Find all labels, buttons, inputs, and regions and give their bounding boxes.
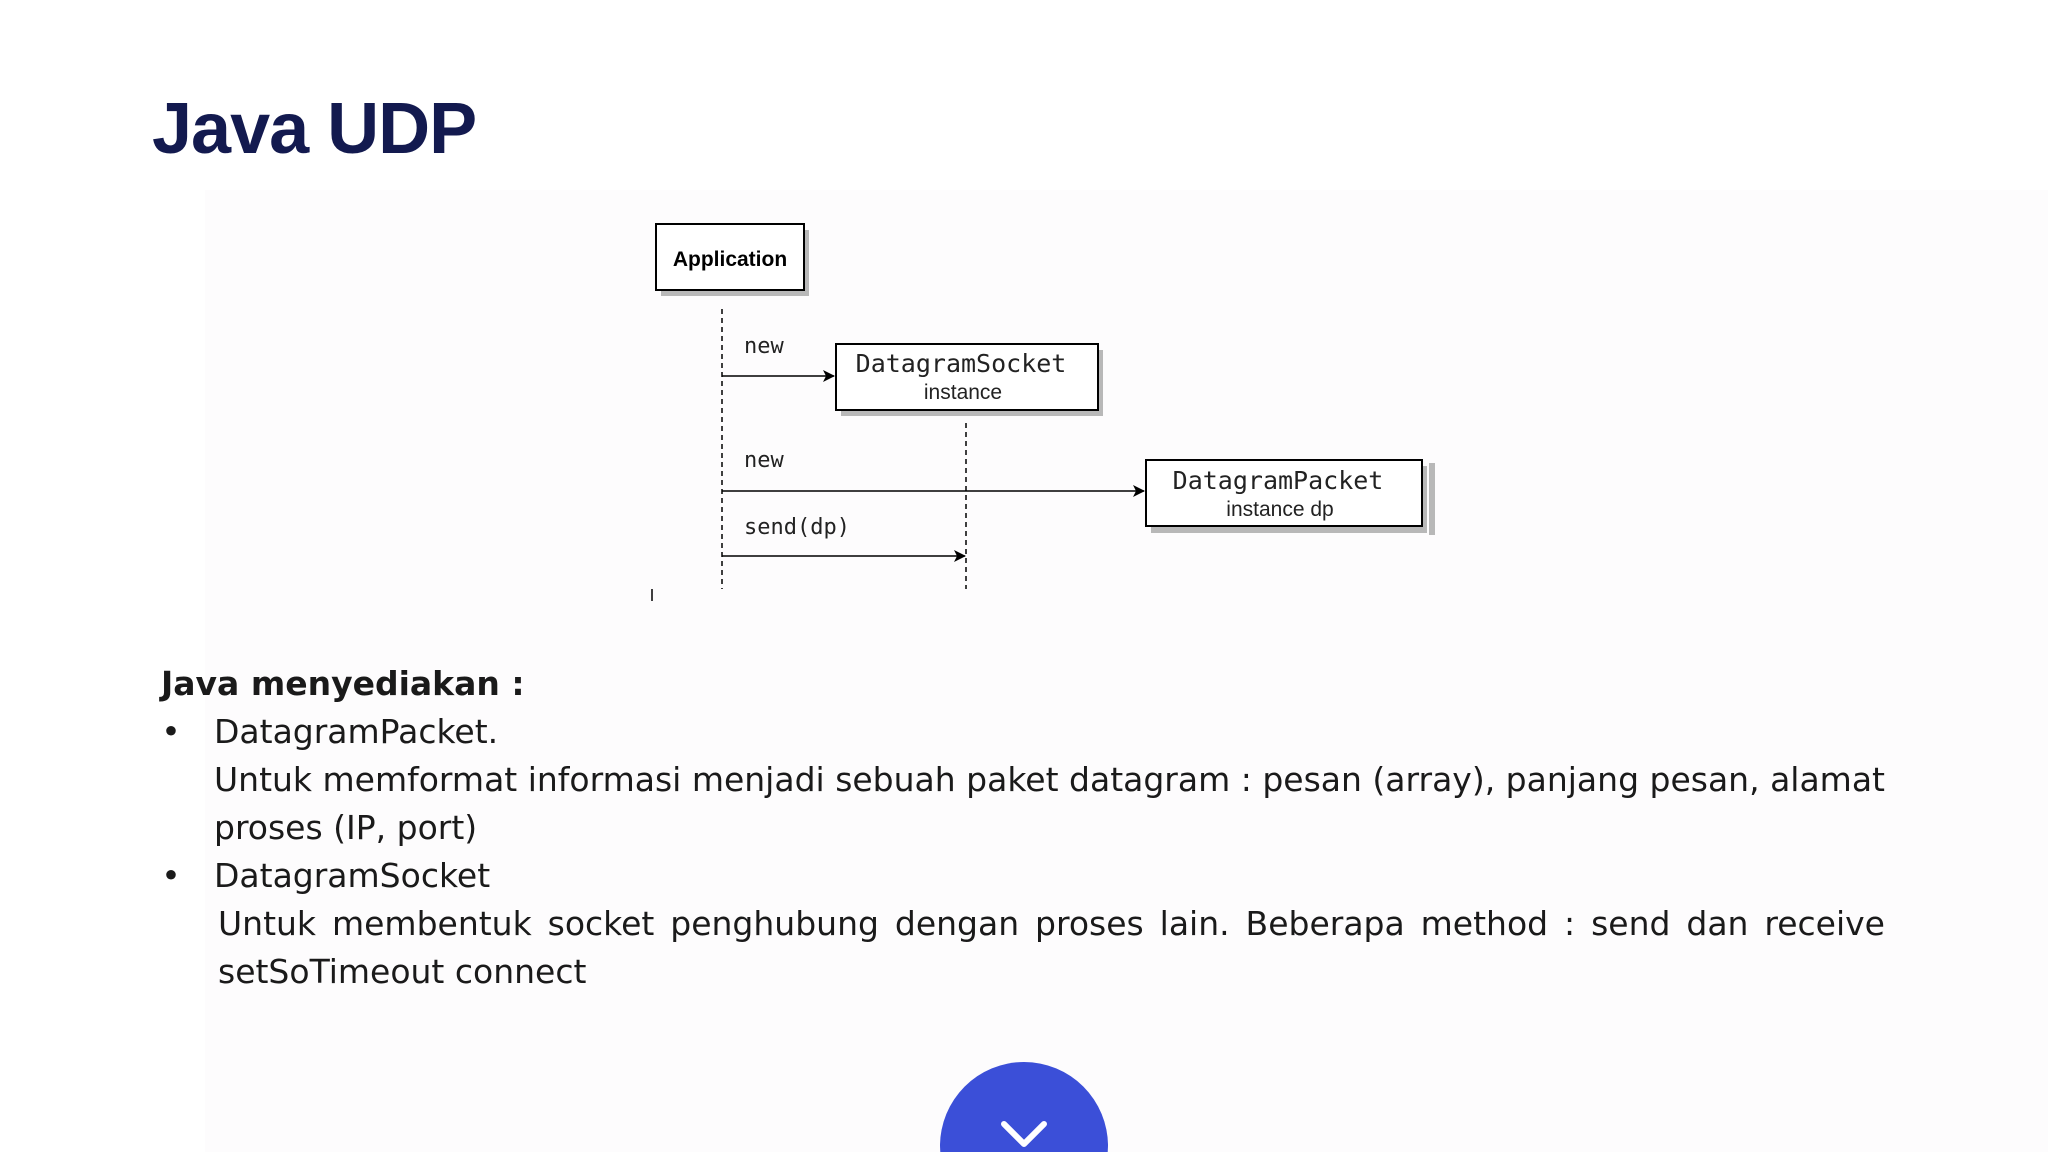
item-name: DatagramSocket bbox=[214, 856, 491, 895]
item-description: Untuk memformat informasi menjadi sebuah paket datagram : pesan (array), panjang pesan, alamat proses (IP, port) bbox=[214, 760, 1885, 847]
application-box bbox=[656, 224, 809, 296]
message-send-label: send(dp) bbox=[744, 515, 850, 540]
application-label: Application bbox=[672, 248, 788, 271]
datagram-socket-title: DatagramSocket bbox=[855, 349, 1067, 378]
datagram-socket-subtitle: instance bbox=[923, 381, 1003, 404]
datagram-packet-box bbox=[1146, 460, 1435, 535]
datagram-socket-box bbox=[836, 344, 1103, 416]
sequence-diagram bbox=[640, 215, 1440, 615]
message-new-packet-label: new bbox=[744, 448, 784, 473]
message-new-socket-label: new bbox=[744, 334, 784, 359]
chevron-down-icon bbox=[996, 1114, 1052, 1152]
datagram-packet-subtitle: instance dp bbox=[1226, 498, 1334, 521]
bullet-icon: • bbox=[161, 712, 181, 751]
datagram-packet-title: DatagramPacket bbox=[1172, 466, 1384, 495]
bullet-list bbox=[161, 708, 1885, 996]
intro-heading: Java menyediakan : bbox=[161, 664, 525, 703]
page-title: Java UDP bbox=[152, 89, 477, 169]
list-item bbox=[161, 708, 1885, 852]
item-description: Untuk membentuk socket penghubung dengan proses lain. Beberapa method : send dan receive setSoTimeout connect bbox=[218, 904, 1885, 991]
item-name: DatagramPacket. bbox=[214, 712, 499, 751]
list-item bbox=[161, 852, 1885, 996]
slide-body bbox=[161, 660, 1885, 996]
bullet-icon: • bbox=[161, 856, 181, 895]
